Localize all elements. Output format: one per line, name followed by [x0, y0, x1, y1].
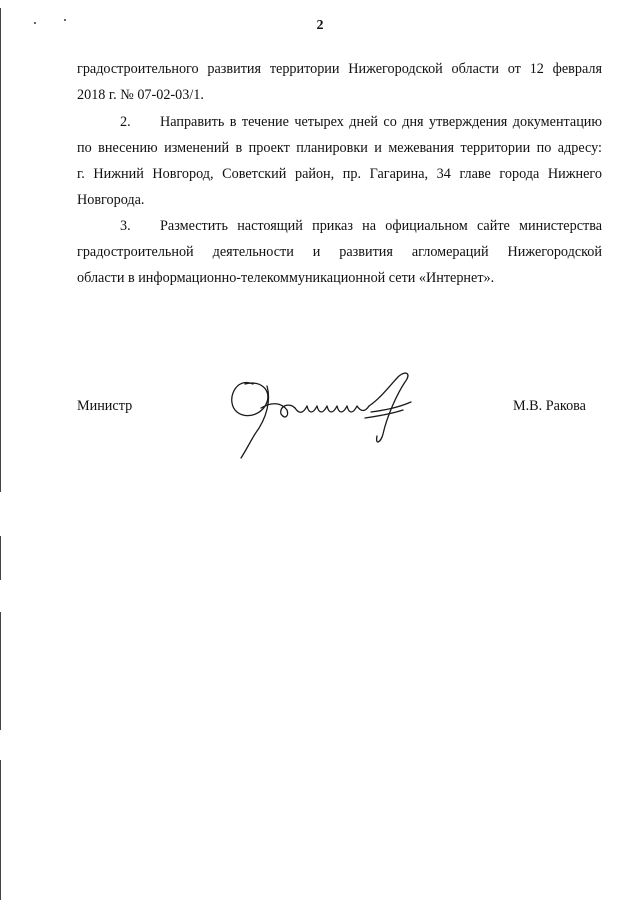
- paragraph-3-first-line: [77, 217, 602, 235]
- scan-edge-mark: [0, 612, 1, 730]
- paragraph-line: 2018 г. № 07-02-03/1.: [77, 87, 204, 103]
- scan-edge-mark: [0, 536, 1, 580]
- page-number: 2: [316, 18, 324, 33]
- paragraph-line: по внесению изменений в проект планировки и межевания территории по адресу:: [77, 140, 602, 156]
- signatory-title: Министр: [77, 398, 133, 414]
- paragraph-line: г. Нижний Новгород, Советский район, пр. Гагарина, 34 главе города Нижнего: [77, 166, 602, 182]
- paragraph-line: области в информационно-телекоммуникационной сети «Интернет».: [77, 270, 495, 286]
- handwritten-signature: [215, 362, 430, 462]
- paragraph-line: градостроительной деятельности и развития агломераций Нижегородской: [77, 244, 602, 260]
- scan-edge-mark: [0, 760, 1, 900]
- paragraph-number: 3.: [120, 218, 131, 234]
- paragraph-line: градостроительного развития территории Нижегородской области от 12 февраля: [77, 61, 602, 77]
- paragraph-number: 2.: [120, 114, 131, 130]
- paragraph-line: Новгорода.: [77, 192, 145, 208]
- paragraph-line: Разместить настоящий приказ на официальном сайте министерства: [160, 218, 602, 234]
- scan-edge-mark: [0, 8, 1, 492]
- paragraph-line: Направить в течение четырех дней со дня утверждения документацию: [160, 114, 602, 130]
- paragraph-2-first-line: [77, 113, 602, 131]
- signatory-name: М.В. Ракова: [513, 398, 586, 414]
